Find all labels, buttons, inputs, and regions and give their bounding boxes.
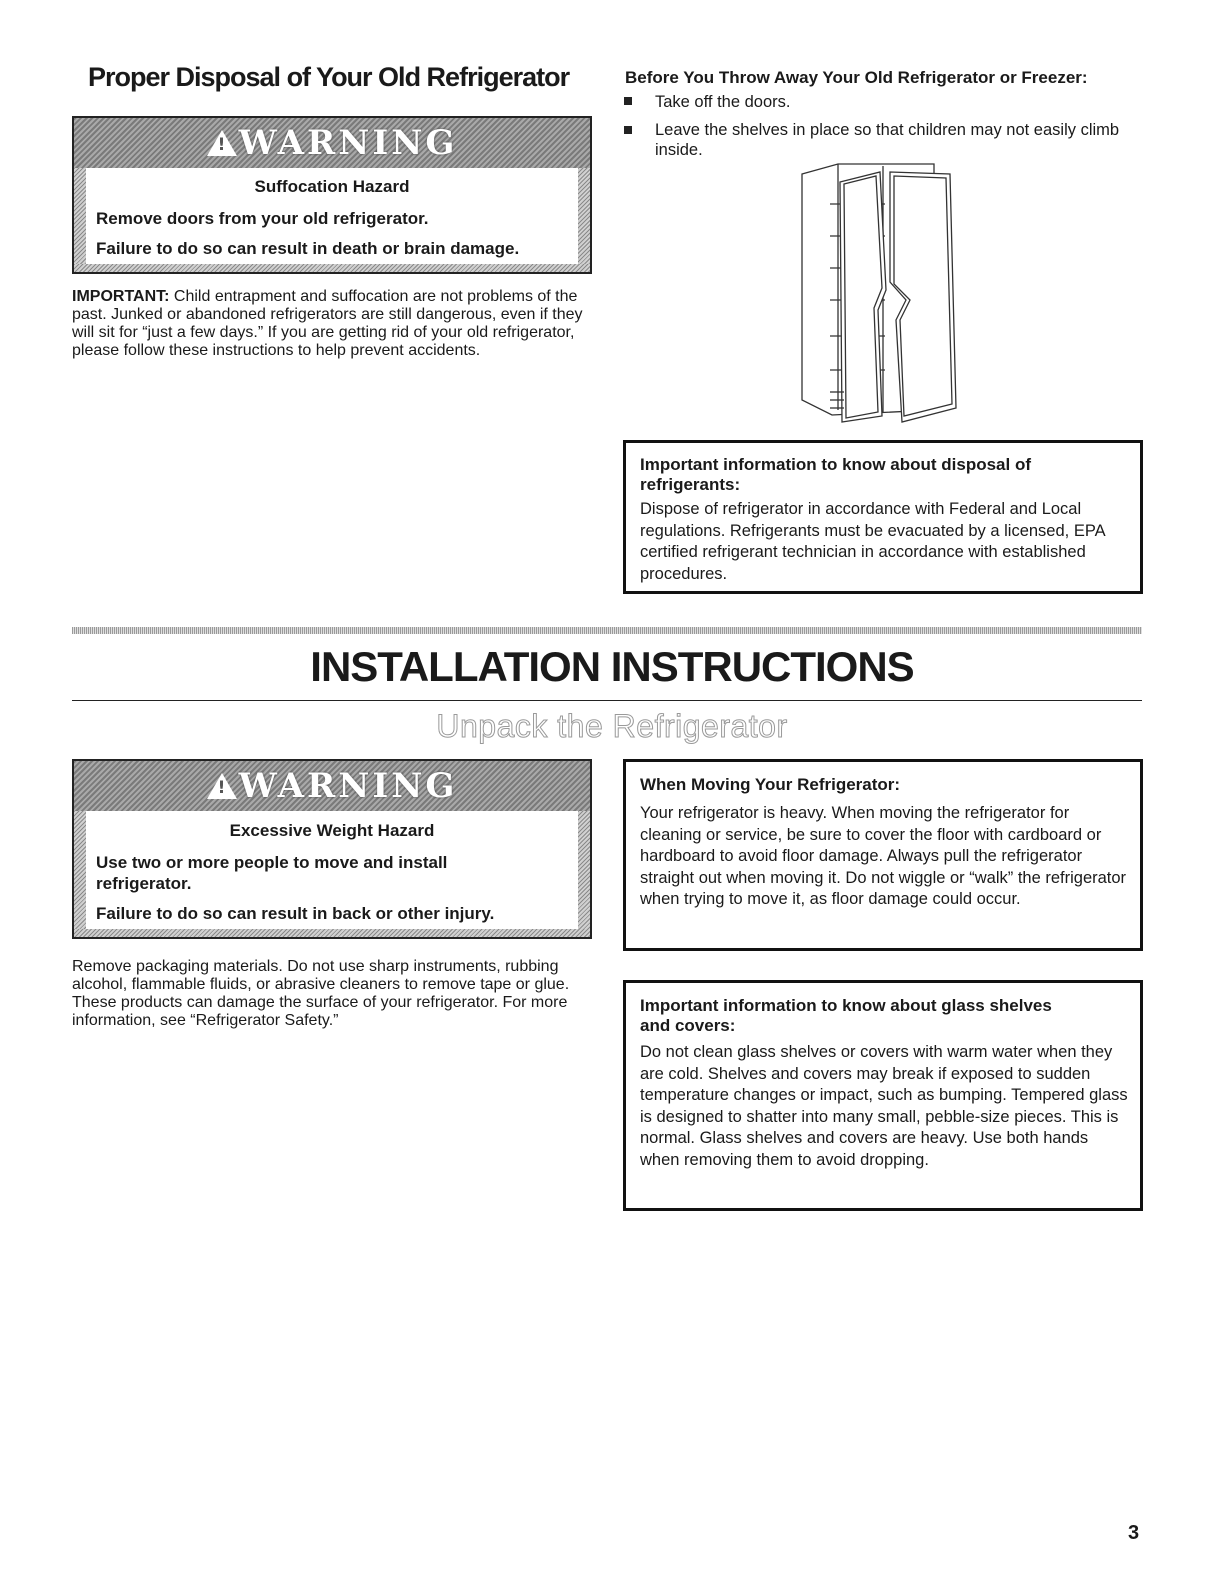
warning-hazard-title: Suffocation Hazard bbox=[254, 177, 410, 196]
warning-hazard-title: Excessive Weight Hazard bbox=[229, 821, 435, 840]
warning-banner-label: WARNING bbox=[238, 766, 458, 806]
warning-line-2: Failure to do so can result in death or brain damage. bbox=[96, 239, 520, 258]
moving-info-body: Your refrigerator is heavy. When moving the refrigerator for cleaning or service, be sure to cover the floor with cardboard or hardboard to avoid floor damage. Always pull the refrigerator straight out when moving it. Do not wiggle or “walk” the refrigerator when trying to move it, as floor damage could occur. bbox=[640, 804, 1127, 908]
weight-warning-box bbox=[72, 759, 592, 939]
refrigerants-info-box bbox=[623, 440, 1143, 594]
warning-banner-label: WARNING bbox=[238, 123, 458, 163]
suffocation-warning-box bbox=[72, 116, 592, 274]
important-text: Child entrapment and suffocation are not problems of the past. Junked or abandoned refrigerators are still dangerous, even if they will sit for “just a few days.” If you are getting rid of your old refrigerator, please follow these instructions to help prevent accidents. bbox=[72, 288, 583, 359]
refrigerants-info-title: Important information to know about disposal of refrigerants: bbox=[640, 455, 1031, 494]
warning-line-1: Use two or more people to move and install refrigerator. bbox=[96, 853, 448, 893]
list-item-leave-shelves: Leave the shelves in place so that children may not easily climb inside. bbox=[655, 121, 1120, 159]
installation-title: INSTALLATION INSTRUCTIONS bbox=[310, 643, 914, 690]
before-throw-away-title: Before You Throw Away Your Old Refrigerator or Freezer: bbox=[625, 68, 1088, 87]
glass-shelves-info-box bbox=[623, 980, 1143, 1211]
moving-info-box bbox=[623, 759, 1143, 951]
moving-info-title: When Moving Your Refrigerator: bbox=[640, 775, 901, 794]
warning-triangle-icon bbox=[207, 773, 237, 799]
page-number: 3 bbox=[1128, 1522, 1140, 1544]
glass-shelves-info-title: Important information to know about glass shelves and covers: bbox=[640, 996, 1052, 1035]
unpack-paragraph: Remove packaging materials. Do not use sharp instruments, rubbing alcohol, flammable fluids, or abrasive cleaners to remove tape or glue. These products can damage the surface of your refrigerator. For more information, see “Refrigerator Safety.” bbox=[72, 958, 570, 1029]
warning-line-1: Remove doors from your old refrigerator. bbox=[96, 209, 429, 228]
warning-triangle-icon bbox=[207, 130, 237, 156]
glass-shelves-info-body: Do not clean glass shelves or covers with warm water when they are cold. Shelves and covers may break if exposed to sudden temperature changes or impact, such as bumping. Tempered glass is designed to shatter into many small, pebble-size pieces. This is normal. Glass shelves and covers are heavy. Use both hands when removing them to avoid dropping. bbox=[640, 1043, 1128, 1169]
unpack-subtitle: Unpack the Refrigerator bbox=[436, 708, 788, 744]
refrigerants-info-body: Dispose of refrigerator in accordance with Federal and Local regulations. Refrigerants must be evacuated by a licensed, EPA certified refrigerant technician in accordance with established procedures. bbox=[640, 500, 1105, 583]
warning-banner bbox=[74, 118, 590, 168]
disposal-section-title: Proper Disposal of Your Old Refrigerator bbox=[88, 62, 570, 92]
important-paragraph bbox=[72, 288, 588, 360]
title-underline bbox=[72, 700, 1142, 701]
bullet-icon bbox=[624, 97, 632, 105]
warning-banner bbox=[74, 761, 590, 811]
warning-line-2: Failure to do so can result in back or other injury. bbox=[96, 904, 495, 923]
important-label: IMPORTANT: bbox=[72, 288, 170, 305]
list-item-take-off-doors: Take off the doors. bbox=[655, 93, 791, 111]
section-divider bbox=[72, 627, 1142, 634]
bullet-icon bbox=[624, 126, 632, 134]
refrigerator-doors-off-illustration bbox=[790, 160, 970, 430]
